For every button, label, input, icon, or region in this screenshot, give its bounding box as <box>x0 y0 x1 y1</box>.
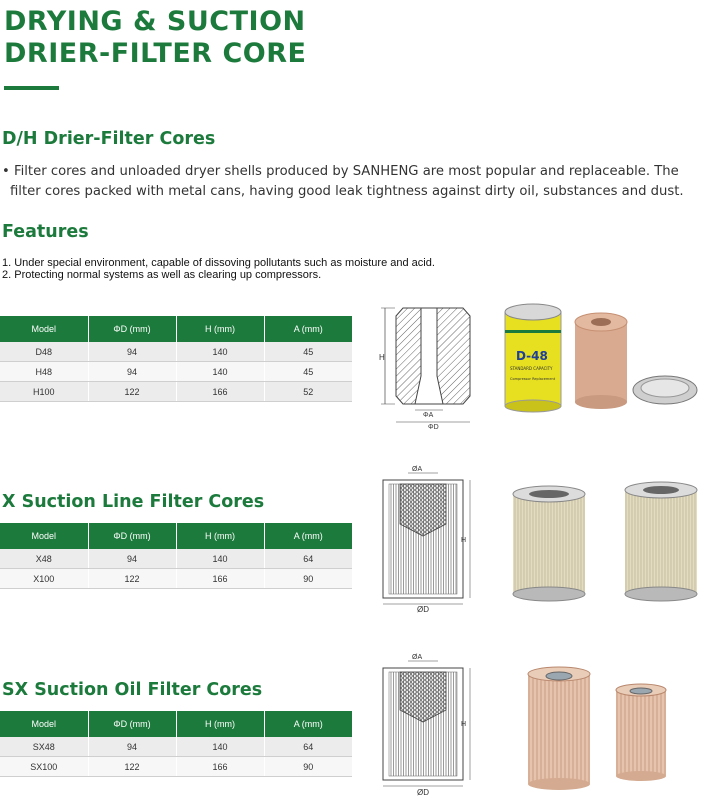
dh-product-photo <box>495 300 705 420</box>
label-h: H <box>461 537 467 544</box>
bullet: • <box>2 164 10 179</box>
table-row: SX48 94 140 64 <box>0 737 352 757</box>
col-diameter: ΦD (mm) <box>88 316 176 342</box>
table-header-row <box>0 711 352 737</box>
col-model: Model <box>0 711 88 737</box>
table-row: H100 122 166 52 <box>0 382 352 402</box>
can-sub1: STANDARD CAPACITY <box>510 366 553 371</box>
feature-item-1: 1. Under special environment, capable of dissoving pollutants such as moisture and acid. <box>2 257 435 269</box>
label-h: H <box>461 721 467 728</box>
x-section-heading: X Suction Line Filter Cores <box>2 492 265 512</box>
col-height: H (mm) <box>176 316 264 342</box>
x-product-photo <box>505 480 705 610</box>
dh-description <box>2 162 702 202</box>
col-model: Model <box>0 316 88 342</box>
sx-section-heading: SX Suction Oil Filter Cores <box>2 680 263 700</box>
table-row: D48 94 140 45 <box>0 342 352 362</box>
label-a: ØA <box>412 466 423 473</box>
table-row: H48 94 140 45 <box>0 362 352 382</box>
dh-description-line2: filter cores packed with metal cans, having good leak tightness against dirty oil, substances and dust. <box>10 184 684 199</box>
col-diameter: ΦD (mm) <box>88 523 176 549</box>
table-row: SX100 122 166 90 <box>0 757 352 777</box>
feature-item-2: 2. Protecting normal systems as well as clearing up compressors. <box>2 269 322 281</box>
sx-technical-drawing <box>375 654 475 800</box>
table-header-row <box>0 523 352 549</box>
col-diameter: ΦD (mm) <box>88 711 176 737</box>
x-spec-table <box>0 523 352 589</box>
sx-spec-table <box>0 711 352 777</box>
can-sub2: Compressor Replacement <box>510 377 556 381</box>
label-a: ØA <box>412 654 423 661</box>
can-label: D-48 <box>516 349 548 363</box>
col-a: A (mm) <box>264 711 352 737</box>
dh-spec-table <box>0 316 352 402</box>
label-d: ØD <box>417 788 429 797</box>
table-row: X48 94 140 64 <box>0 549 352 569</box>
page-title-line2: DRIER-FILTER CORE <box>4 38 307 69</box>
col-height: H (mm) <box>176 523 264 549</box>
label-h: H <box>379 353 385 362</box>
table-header-row <box>0 316 352 342</box>
dh-technical-drawing <box>375 298 475 433</box>
col-a: A (mm) <box>264 316 352 342</box>
label-phi-d: ΦD <box>428 424 439 431</box>
table-row: X100 122 166 90 <box>0 569 352 589</box>
dh-description-line1: • Filter cores and unloaded dryer shells produced by SANHENG are most popular and replaceable. The <box>2 164 679 179</box>
label-phi-a: ΦA <box>423 412 434 419</box>
col-a: A (mm) <box>264 523 352 549</box>
page-title-line1: DRYING & SUCTION <box>4 6 306 37</box>
col-height: H (mm) <box>176 711 264 737</box>
sx-product-photo <box>520 664 680 794</box>
x-technical-drawing <box>375 466 475 614</box>
label-d: ØD <box>417 605 429 614</box>
dh-section-heading: D/H Drier-Filter Cores <box>2 129 216 149</box>
title-underline <box>4 86 59 90</box>
col-model: Model <box>0 523 88 549</box>
features-heading: Features <box>2 222 89 242</box>
